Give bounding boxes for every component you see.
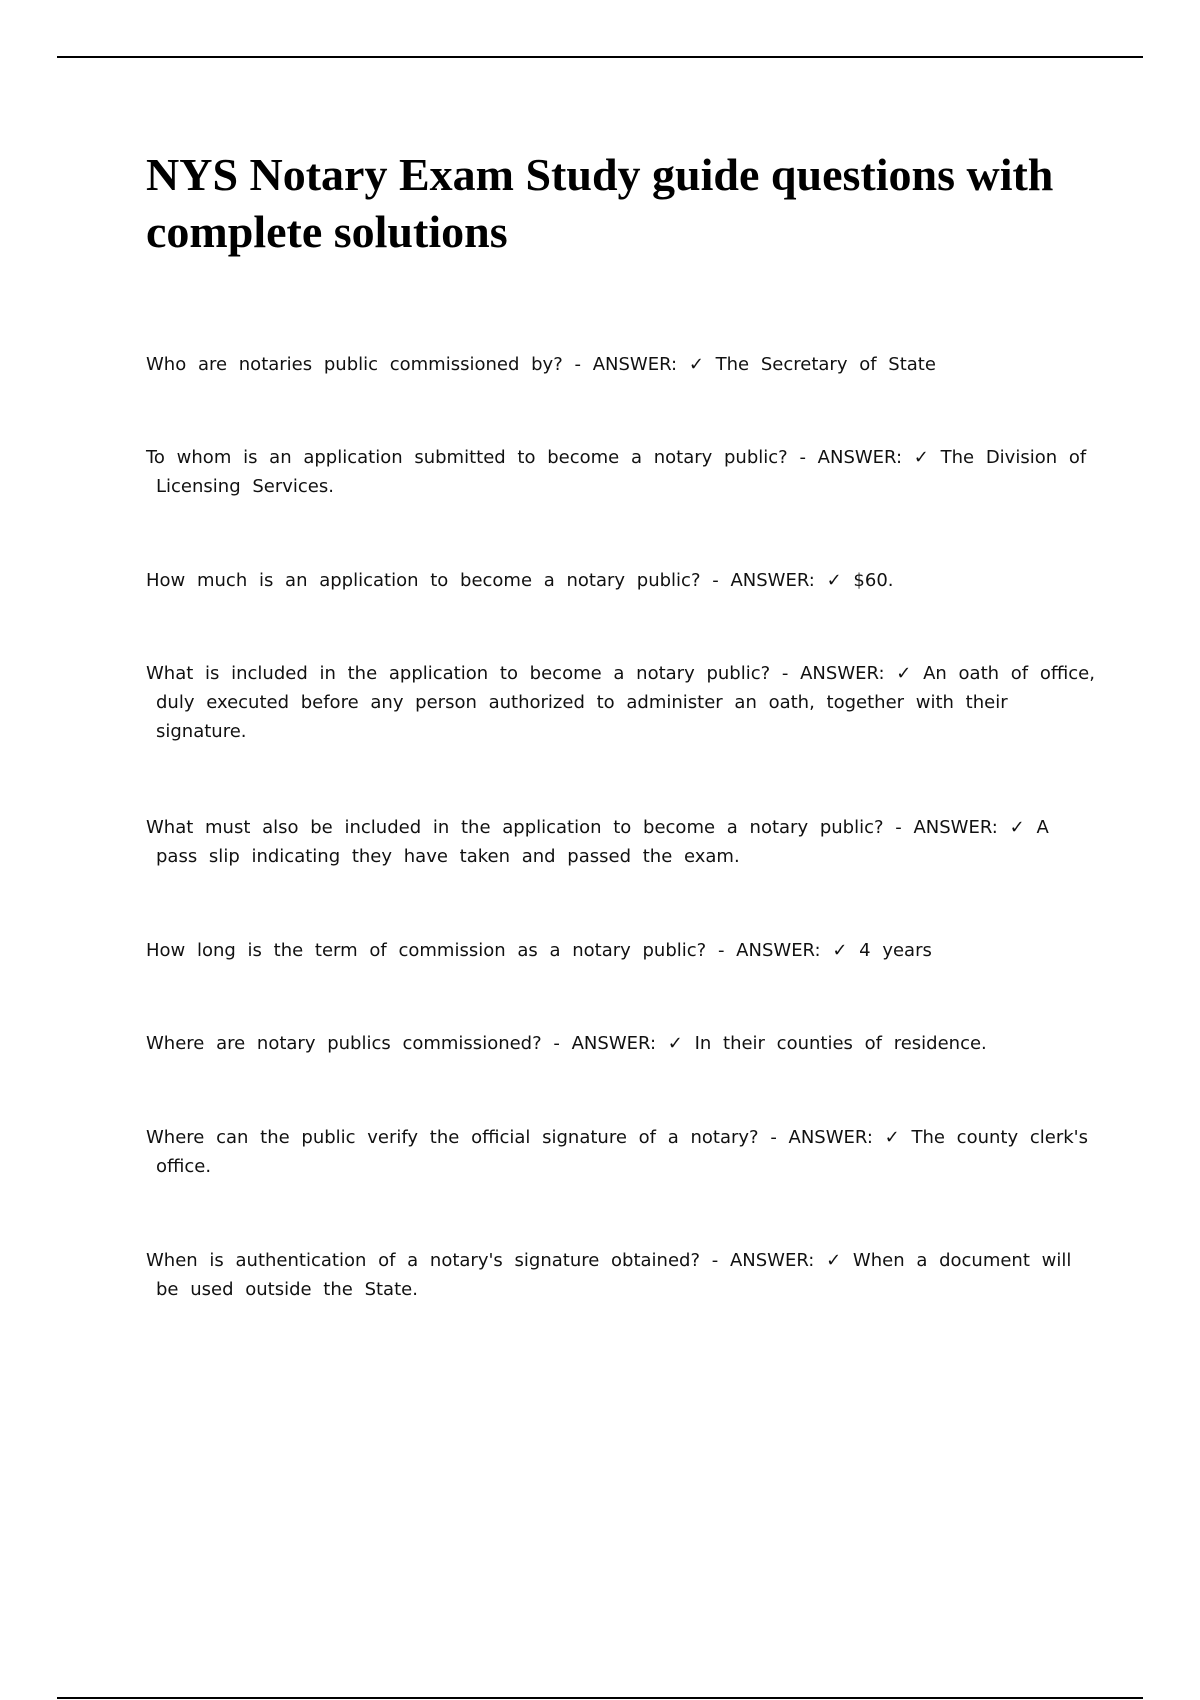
answer-marker: - ANSWER: [799, 447, 903, 468]
qa-item-9 [146, 1246, 1096, 1304]
qa-item-1 [146, 350, 1096, 379]
answer-marker: - ANSWER: [770, 1127, 873, 1148]
qa-item-2 [146, 443, 1096, 501]
qa-item-4 [146, 659, 1096, 746]
answer: An oath of office, duly executed before any person authorized to administer an oath, together with their signature. [156, 663, 1095, 742]
check-icon: ✓ [826, 570, 842, 591]
answer-marker: - ANSWER: [574, 354, 678, 375]
question: Where are notary publics commissioned? [146, 1033, 542, 1054]
question: Where can the public verify the official signature of a notary? [146, 1127, 759, 1148]
question: What must also be included in the application to become a notary public? [146, 817, 884, 838]
qa-item-8 [146, 1123, 1096, 1181]
answer: The Division of Licensing Services. [156, 447, 1087, 497]
check-icon: ✓ [896, 663, 912, 684]
answer-marker: - ANSWER: [781, 663, 885, 684]
check-icon: ✓ [832, 940, 848, 961]
check-icon: ✓ [688, 354, 704, 375]
answer-marker: - ANSWER: [711, 1250, 815, 1271]
qa-item-7 [146, 1029, 1096, 1058]
answer: A pass slip indicating they have taken and passed the exam. [156, 817, 1049, 867]
answer: In their counties of residence. [694, 1033, 987, 1054]
question: How much is an application to become a notary public? [146, 570, 701, 591]
answer: 4 years [859, 940, 932, 961]
top-rule [57, 56, 1143, 58]
bottom-rule [57, 1697, 1143, 1699]
answer: $60. [853, 570, 894, 591]
question: Who are notaries public commissioned by? [146, 354, 563, 375]
question: What is included in the application to become a notary public? [146, 663, 771, 684]
answer-marker: - ANSWER: [717, 940, 821, 961]
answer-marker: - ANSWER: [895, 817, 998, 838]
check-icon: ✓ [667, 1033, 683, 1054]
qa-item-6 [146, 936, 1096, 965]
check-icon: ✓ [884, 1127, 900, 1148]
qa-item-3 [146, 566, 1096, 595]
question: To whom is an application submitted to become a notary public? [146, 447, 788, 468]
question: How long is the term of commission as a notary public? [146, 940, 707, 961]
check-icon: ✓ [913, 447, 929, 468]
check-icon: ✓ [1009, 817, 1025, 838]
answer-marker: - ANSWER: [553, 1033, 657, 1054]
document-title: NYS Notary Exam Study guide questions with complete solutions [146, 149, 1054, 257]
answer-marker: - ANSWER: [712, 570, 815, 591]
answer: When a document will be used outside the State. [156, 1250, 1072, 1300]
check-icon: ✓ [826, 1250, 842, 1271]
answer: The Secretary of State [715, 354, 936, 375]
question: When is authentication of a notary's signature obtained? [146, 1250, 701, 1271]
qa-item-5 [146, 813, 1096, 871]
answer: The county clerk's office. [156, 1127, 1088, 1177]
